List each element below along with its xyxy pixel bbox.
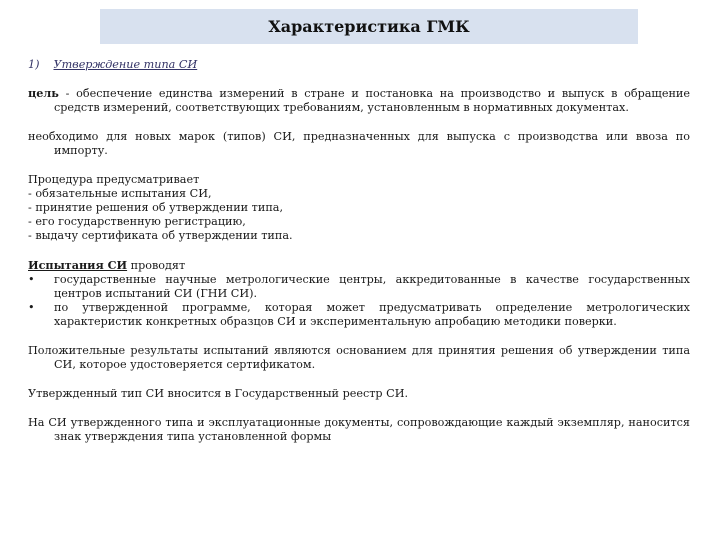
bullet-text: по утвержденной программе, которая может предусматривать определение метрологических характеристик конкретных образцов СИ и экспериментальную апробацию методики поверки. xyxy=(54,301,690,328)
marking-paragraph: На СИ утвержденного типа и эксплуатационные документы, сопровождающие каждый экземпляр, наносится знак утверждения типа установленной формы xyxy=(28,416,690,443)
document-body xyxy=(28,58,690,459)
item-number: 1) xyxy=(28,58,40,71)
item-heading: Утверждение типа СИ xyxy=(53,58,198,71)
list-item xyxy=(28,273,690,301)
goal-term: цель xyxy=(28,86,59,100)
goal-text: - обеспечение единства измерений в стране и постановка на производство и выпуск в обращение средств измерений, соответствующих требованиям, установленным в нормативных документах. xyxy=(54,87,690,114)
procedure-item: - выдачу сертификата об утверждении типа. xyxy=(28,229,293,242)
list-item xyxy=(28,301,690,329)
tests-heading xyxy=(28,258,690,273)
procedure-intro: Процедура предусматривает xyxy=(28,173,200,186)
procedure-item: - принятие решения об утверждении типа, xyxy=(28,201,284,214)
procedure-item: - обязательные испытания СИ, xyxy=(28,187,212,200)
procedure-block xyxy=(28,173,690,243)
numbered-item xyxy=(28,58,690,72)
tests-rest: проводят xyxy=(127,259,186,272)
goal-paragraph xyxy=(28,86,690,115)
necessity-paragraph: необходимо для новых марок (типов) СИ, предназначенных для выпуска с производства или ввоза по импорту. xyxy=(28,130,690,157)
page-title: Характеристика ГМК xyxy=(268,17,470,36)
positive-paragraph: Положительные результаты испытаний являются основанием для принятия решения об утверждении типа СИ, которое удостоверяется сертификатом. xyxy=(28,344,690,371)
tests-block xyxy=(28,258,690,329)
bullet-text: государственные научные метрологические центры, аккредитованные в качестве государственных центров испытаний СИ (ГНИ СИ). xyxy=(54,273,690,300)
registry-paragraph: Утвержденный тип СИ вносится в Государственный реестр СИ. xyxy=(28,387,409,400)
tests-term: Испытания СИ xyxy=(28,258,128,272)
bullet-icon: • xyxy=(28,301,35,314)
bullet-icon: • xyxy=(28,273,35,286)
procedure-item: - его государственную регистрацию, xyxy=(28,215,246,228)
title-bar xyxy=(100,9,638,44)
